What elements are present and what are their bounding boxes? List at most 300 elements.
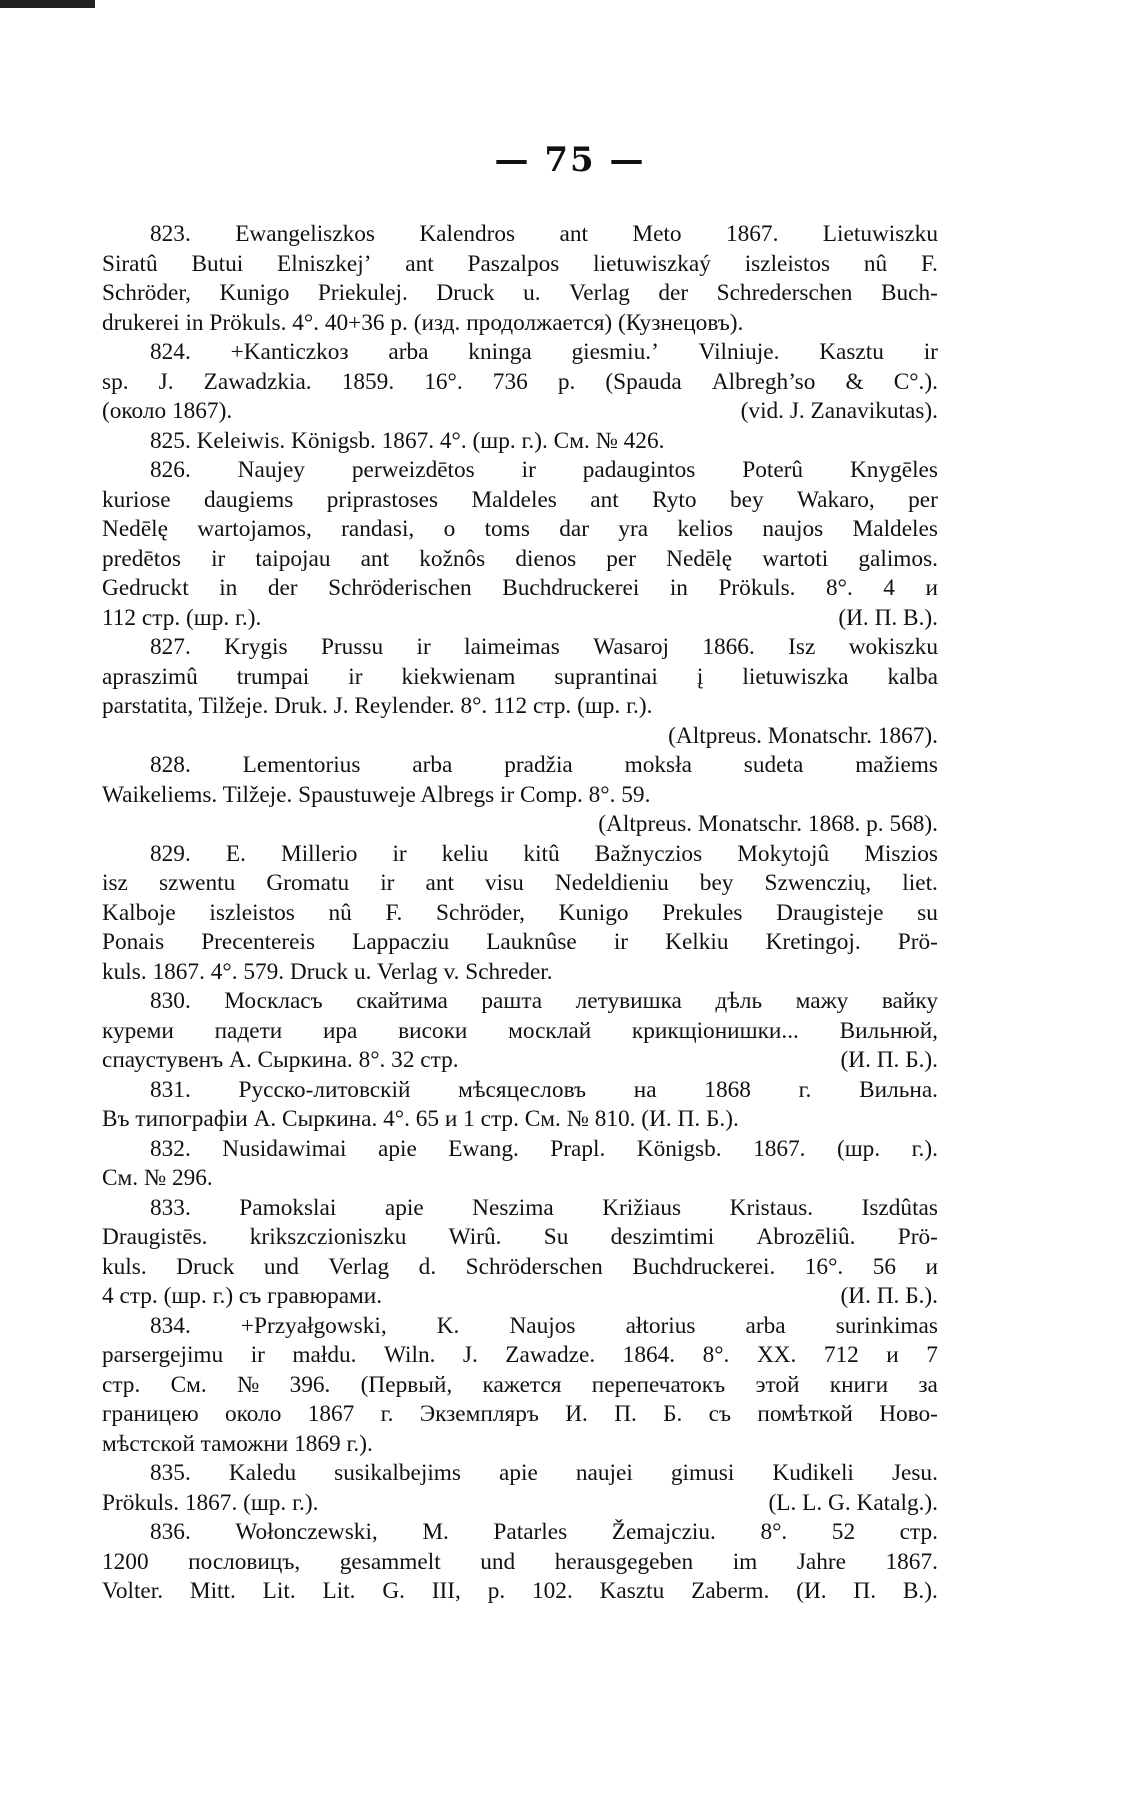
word: ant xyxy=(425,870,454,896)
word: 828. xyxy=(150,752,191,778)
word: и xyxy=(925,575,938,601)
word: Prapl. xyxy=(550,1135,606,1162)
word: и xyxy=(886,1342,899,1368)
word: apie xyxy=(499,1460,538,1486)
line-text: parstatita, Tilžeje. Druk. J. Reylender. 8°. 112 стр. (шр. г.). xyxy=(102,693,653,719)
word: Prussu xyxy=(320,634,384,660)
word: Kasztu xyxy=(819,339,884,365)
word: ir xyxy=(380,870,395,896)
word: taipojau xyxy=(255,545,331,572)
word: Neszima xyxy=(472,1194,554,1221)
text-line xyxy=(102,486,938,516)
bibliography-entries xyxy=(102,220,938,1607)
word: 1867. xyxy=(725,221,779,247)
word: Zawadzkia. xyxy=(203,368,312,395)
word: Križiaus xyxy=(602,1194,682,1221)
word: помѣткой xyxy=(757,1401,853,1427)
word: ir xyxy=(348,663,363,690)
text-line xyxy=(102,781,938,811)
line-right-citation: (vid. J. Zanavikutas). xyxy=(740,398,938,424)
word: Su xyxy=(543,1224,569,1250)
text-line xyxy=(102,338,938,368)
word: ant xyxy=(559,221,588,247)
word: Knygēles xyxy=(849,457,938,483)
word: d. xyxy=(418,1253,437,1280)
word: № xyxy=(237,1371,260,1398)
word: lietuwiszkaý xyxy=(593,250,711,277)
word: ира xyxy=(322,1017,358,1044)
word: iszleistos xyxy=(744,250,831,277)
word: Kalendros xyxy=(419,221,516,247)
word: nû xyxy=(863,250,888,277)
word: į xyxy=(696,663,704,690)
word: M. xyxy=(422,1519,449,1545)
word: randasi, xyxy=(341,516,415,542)
text-line xyxy=(102,1046,938,1076)
line-right-citation: (Altpreus. Monatschr. 1867). xyxy=(668,722,938,749)
word: ir xyxy=(521,457,536,483)
word: Schröderschen xyxy=(465,1253,603,1280)
word: 1200 xyxy=(102,1548,149,1575)
word: kelios xyxy=(677,516,734,542)
word: Schrederschen xyxy=(716,280,853,306)
word: moksła xyxy=(624,752,692,778)
word: Verlag xyxy=(328,1253,390,1280)
word: keliu xyxy=(441,840,489,867)
word: F. xyxy=(385,899,403,926)
word: вайку xyxy=(881,988,938,1014)
word: И. xyxy=(565,1401,588,1427)
word: Verlag xyxy=(569,280,630,306)
word: Jahre xyxy=(796,1548,846,1575)
word: Kasztu xyxy=(599,1578,665,1604)
line-text: 825. Keleiwis. Königsb. 1867. 4°. (шр. г.). См. № 426. xyxy=(150,427,665,454)
word: 736 xyxy=(492,368,528,395)
word: Priekulej. xyxy=(317,280,408,306)
word: стр. xyxy=(102,1371,141,1398)
text-line xyxy=(102,1400,938,1430)
word: Königsb. xyxy=(636,1135,722,1162)
word: Prö- xyxy=(897,929,938,955)
word: 836. xyxy=(150,1519,191,1545)
word: 16°. xyxy=(424,368,463,395)
word: Pamokslai xyxy=(239,1194,337,1221)
word: Miszios xyxy=(864,840,938,867)
word: lietuwiszka xyxy=(742,663,849,690)
line-text: мѣстской таможни 1869 г.). xyxy=(102,1430,373,1457)
word: perweizdētos xyxy=(351,457,475,483)
word: Isz xyxy=(788,634,816,660)
text-line xyxy=(102,368,938,398)
text-line xyxy=(102,604,938,634)
word: ir xyxy=(250,1342,265,1368)
word: (И. xyxy=(796,1578,827,1604)
text-line xyxy=(102,574,938,604)
text-line xyxy=(102,1282,938,1312)
text-line xyxy=(102,1223,938,1253)
word: trumpai xyxy=(236,663,310,690)
word: ant xyxy=(405,250,434,277)
word: ir xyxy=(211,545,226,572)
word: Ryto xyxy=(652,486,697,513)
text-line xyxy=(102,692,938,722)
word: 824. xyxy=(150,339,191,365)
word: 52 xyxy=(831,1519,856,1545)
text-line xyxy=(102,279,938,309)
word: пословицъ, xyxy=(188,1548,301,1575)
word: & xyxy=(845,368,864,395)
word: herausgegeben xyxy=(554,1548,694,1575)
word: padaugintos xyxy=(582,457,696,483)
word: 1868 xyxy=(704,1076,751,1103)
word: Kunigo xyxy=(558,899,629,926)
word: Kretingoj. xyxy=(765,929,861,955)
text-line xyxy=(102,899,938,929)
word: XX. xyxy=(756,1342,797,1368)
word: Krygis xyxy=(224,634,288,660)
word: gesammelt xyxy=(339,1548,441,1575)
word: Kalboje xyxy=(102,899,176,926)
word: Ewangeliszkos xyxy=(235,221,375,247)
word: małdu. xyxy=(292,1342,357,1368)
word: surinkimas xyxy=(835,1312,938,1339)
word: p. xyxy=(557,368,576,395)
word: kožnôs xyxy=(419,545,486,572)
word: suprantinai xyxy=(554,663,658,690)
text-line xyxy=(102,810,938,840)
word: daugiems xyxy=(204,486,294,513)
word: Butui xyxy=(191,250,244,277)
word: Nusidawimai xyxy=(222,1135,347,1162)
word: и xyxy=(925,1253,938,1280)
word: Siratû xyxy=(102,250,158,277)
text-line xyxy=(102,1105,938,1135)
word: Paszalpos xyxy=(467,250,560,277)
word: ant xyxy=(590,486,619,513)
text-line xyxy=(102,1076,938,1106)
word: in xyxy=(219,575,238,601)
word: См. xyxy=(170,1371,207,1398)
word: Москласъ xyxy=(224,988,323,1014)
word: 831. xyxy=(150,1076,191,1103)
word: около xyxy=(225,1401,282,1427)
word: на xyxy=(633,1076,657,1103)
word: Jesu. xyxy=(891,1460,938,1486)
word: isz xyxy=(102,870,128,896)
text-line xyxy=(102,250,938,280)
word: Vilniuje. xyxy=(698,339,780,365)
text-line xyxy=(102,1577,938,1607)
word: Lauknûse xyxy=(486,929,577,955)
word: Precentereis xyxy=(201,929,316,955)
word: (Первый, xyxy=(360,1371,453,1398)
text-line xyxy=(102,397,938,427)
text-line xyxy=(102,633,938,663)
word: Kaledu xyxy=(228,1460,297,1486)
word: книги xyxy=(829,1371,889,1398)
word: Nedēlę xyxy=(102,516,168,542)
word: su xyxy=(917,899,938,926)
text-line xyxy=(102,958,938,988)
word: Lietuwiszku xyxy=(822,221,938,247)
word: стр. xyxy=(899,1519,938,1545)
text-line xyxy=(102,663,938,693)
word: П. xyxy=(853,1578,877,1604)
word: 8°. xyxy=(702,1342,730,1368)
word: г.). xyxy=(911,1135,938,1162)
word: im xyxy=(732,1548,758,1575)
word: 823. xyxy=(150,221,191,247)
word: кажется xyxy=(482,1371,562,1398)
word: szwentu xyxy=(158,870,236,896)
word: В.). xyxy=(902,1578,938,1604)
word: arba xyxy=(745,1312,786,1339)
line-left-text: (около 1867). xyxy=(102,398,233,424)
text-line xyxy=(102,1430,938,1460)
word: Ново- xyxy=(879,1401,938,1427)
word: Nedeldieniu xyxy=(554,870,669,896)
word: nû xyxy=(328,899,352,926)
line-right-citation: (И. П. Б.). xyxy=(840,1047,938,1073)
word: der xyxy=(267,575,298,601)
word: Kelkiu xyxy=(665,929,729,955)
text-line xyxy=(102,1341,938,1371)
word: predētos xyxy=(102,545,181,572)
word: Вильна. xyxy=(859,1076,938,1103)
word: kitû xyxy=(523,840,560,867)
word: Schröder, xyxy=(436,899,526,926)
word: Volter. xyxy=(102,1578,164,1604)
word: високи xyxy=(398,1017,468,1044)
word: Maldeles xyxy=(471,486,557,513)
word: мѣсяцесловъ xyxy=(458,1076,587,1103)
word: 830. xyxy=(150,988,191,1014)
word: москлай xyxy=(508,1017,592,1044)
word: Prekules xyxy=(662,899,743,926)
word: г. xyxy=(380,1401,394,1427)
word: kiekwienam xyxy=(401,663,516,690)
word: priprastoses xyxy=(326,486,439,513)
word: Buchdruckerei xyxy=(502,575,640,601)
word: gimusi xyxy=(670,1460,735,1486)
word: Gromatu xyxy=(266,870,350,896)
word: Экземпляръ xyxy=(419,1401,539,1427)
word: visu xyxy=(485,870,524,896)
word: der xyxy=(658,280,689,306)
word: дѣль xyxy=(715,988,763,1014)
word: мажу xyxy=(795,988,849,1014)
word: Naujey xyxy=(237,457,305,483)
word: sudeta xyxy=(743,752,804,778)
word: 1867. xyxy=(753,1135,806,1162)
text-line xyxy=(102,1135,938,1165)
word: Schröder, xyxy=(102,280,191,306)
word: und xyxy=(480,1548,516,1575)
word: Bažnyczios xyxy=(594,840,703,867)
word: 829. xyxy=(150,840,191,867)
word: Lit. xyxy=(262,1578,296,1604)
word: deszimtimi xyxy=(610,1224,715,1250)
word: 832. xyxy=(150,1135,191,1162)
word: Elniszkej’ xyxy=(277,250,372,277)
word: Draugisteje xyxy=(776,899,884,926)
word: kalba xyxy=(887,663,938,690)
word: kuriose xyxy=(102,486,171,513)
word: p. xyxy=(487,1578,506,1604)
text-line xyxy=(102,545,938,575)
word: (Spauda xyxy=(605,368,682,395)
word: Nedēlę xyxy=(666,545,733,572)
line-left-text: Prökuls. 1867. (шр. г.). xyxy=(102,1489,319,1516)
text-line xyxy=(102,1459,938,1489)
word: Naujos xyxy=(509,1312,576,1339)
word: Schröderischen xyxy=(328,575,472,601)
word: toms xyxy=(484,516,530,542)
word: Gedruckt xyxy=(102,575,189,601)
text-line xyxy=(102,840,938,870)
word: E. xyxy=(225,840,246,867)
word: 1866. xyxy=(702,634,755,660)
word: Lappacziu xyxy=(352,929,450,955)
word: apraszimû xyxy=(102,663,198,690)
word: 1859. xyxy=(341,368,395,395)
word: съ xyxy=(708,1401,732,1427)
word: 712 xyxy=(823,1342,859,1368)
word: ałtorius xyxy=(625,1312,696,1339)
word: Русско-литовскій xyxy=(238,1076,411,1103)
word: границею xyxy=(102,1401,199,1427)
text-line xyxy=(102,722,938,752)
word: yra xyxy=(618,516,649,542)
word: wartojamos, xyxy=(197,516,312,542)
word: galimos. xyxy=(858,545,938,572)
word: 835. xyxy=(150,1460,191,1486)
word: Mokytojû xyxy=(737,840,830,867)
word: bey xyxy=(699,870,734,896)
word: susikalbejims xyxy=(334,1460,461,1486)
word: Wasaroj xyxy=(593,634,669,660)
word: Б. xyxy=(663,1401,683,1427)
line-left-text: спаустувенъ А. Сыркина. 8°. 32 стр. xyxy=(102,1047,459,1073)
word: bey xyxy=(729,486,764,513)
word: Žemajcziu. xyxy=(611,1519,716,1545)
word: J. xyxy=(158,368,174,395)
word: Iszdûtas xyxy=(861,1194,938,1221)
word: per xyxy=(908,486,938,513)
word: laimeimas xyxy=(464,634,560,660)
word: Lementorius xyxy=(242,752,361,778)
word: 1864. xyxy=(622,1342,676,1368)
word: Meto xyxy=(632,221,682,247)
word: Prö- xyxy=(897,1224,938,1250)
word: apie xyxy=(377,1135,417,1162)
word: ir xyxy=(416,634,431,660)
word: pradžia xyxy=(504,752,573,778)
line-text: kuls. 1867. 4°. 579. Druck u. Verlag v. Schreder. xyxy=(102,958,553,985)
word: 4 xyxy=(883,575,895,601)
word: o xyxy=(443,516,456,542)
word: krikszczioniszku xyxy=(249,1224,407,1250)
word: in xyxy=(669,575,688,601)
word: Patarles xyxy=(493,1519,568,1545)
word: ir xyxy=(613,929,629,955)
text-line xyxy=(102,1489,938,1519)
word: летувишка xyxy=(575,988,682,1014)
word: dar xyxy=(559,516,589,542)
word: III, xyxy=(431,1578,461,1604)
word: wartoti xyxy=(762,545,829,572)
word: giesmiu.’ xyxy=(571,339,659,365)
word: (шр. xyxy=(836,1135,881,1162)
word: dienos xyxy=(515,545,577,572)
line-right-citation: (И. П. Б.). xyxy=(840,1283,938,1309)
word: Ponais xyxy=(102,929,165,955)
word: kninga xyxy=(468,339,532,365)
page-number: — 75 — xyxy=(494,140,646,180)
word: Kudikeli xyxy=(772,1460,854,1486)
word: naujei xyxy=(575,1460,633,1486)
word: ir xyxy=(923,339,938,365)
text-line xyxy=(102,1164,938,1194)
word: und xyxy=(263,1253,299,1280)
word: падети xyxy=(214,1017,283,1044)
word: iszleistos xyxy=(209,899,295,926)
word: Wołonczewski, xyxy=(235,1519,378,1545)
word: C°.). xyxy=(893,368,938,395)
text-line xyxy=(102,751,938,781)
word: 826. xyxy=(150,457,191,483)
word: Wiln. xyxy=(383,1342,436,1368)
word: ir xyxy=(392,840,407,867)
word: 16°. xyxy=(804,1253,844,1280)
word: u. xyxy=(523,280,541,306)
text-line xyxy=(102,1371,938,1401)
word: wokiszku xyxy=(848,634,938,660)
line-text: drukerei in Prökuls. 4°. 40+36 p. (изд. продолжается) (Кузнецовъ). xyxy=(102,309,744,336)
word: Ewang. xyxy=(448,1135,519,1162)
text-line xyxy=(102,1548,938,1578)
word: kuls. xyxy=(102,1253,147,1280)
word: K. xyxy=(436,1312,460,1339)
text-line xyxy=(102,928,938,958)
word: 834. xyxy=(150,1312,191,1339)
word: 102. xyxy=(532,1578,573,1604)
word: Zaberm. xyxy=(691,1578,770,1604)
word: Mitt. xyxy=(189,1578,236,1604)
word: 7 xyxy=(926,1342,938,1368)
text-line xyxy=(102,1312,938,1342)
text-line xyxy=(102,1194,938,1224)
text-line xyxy=(102,1017,938,1047)
text-line xyxy=(102,309,938,339)
text-line xyxy=(102,1253,938,1283)
word: Buch- xyxy=(880,280,938,306)
word: за xyxy=(918,1371,938,1398)
line-right-citation: (Altpreus. Monatschr. 1868. p. 568). xyxy=(598,811,938,837)
word: Kristaus. xyxy=(729,1194,814,1221)
word: Prökuls. xyxy=(718,575,796,601)
text-line xyxy=(102,515,938,545)
word: +Kanticzkoз xyxy=(230,339,349,365)
word: liet. xyxy=(902,870,938,896)
word: Druck xyxy=(436,280,495,306)
text-line xyxy=(102,456,938,486)
word: куреми xyxy=(102,1017,174,1044)
line-text: Waikeliems. Tilžeje. Spaustuweje Albregs ir Comp. 8°. 59. xyxy=(102,781,651,808)
word: Maldeles xyxy=(852,516,938,542)
word: Buchdruckerei. xyxy=(632,1253,776,1280)
word: 8°. xyxy=(760,1519,788,1545)
